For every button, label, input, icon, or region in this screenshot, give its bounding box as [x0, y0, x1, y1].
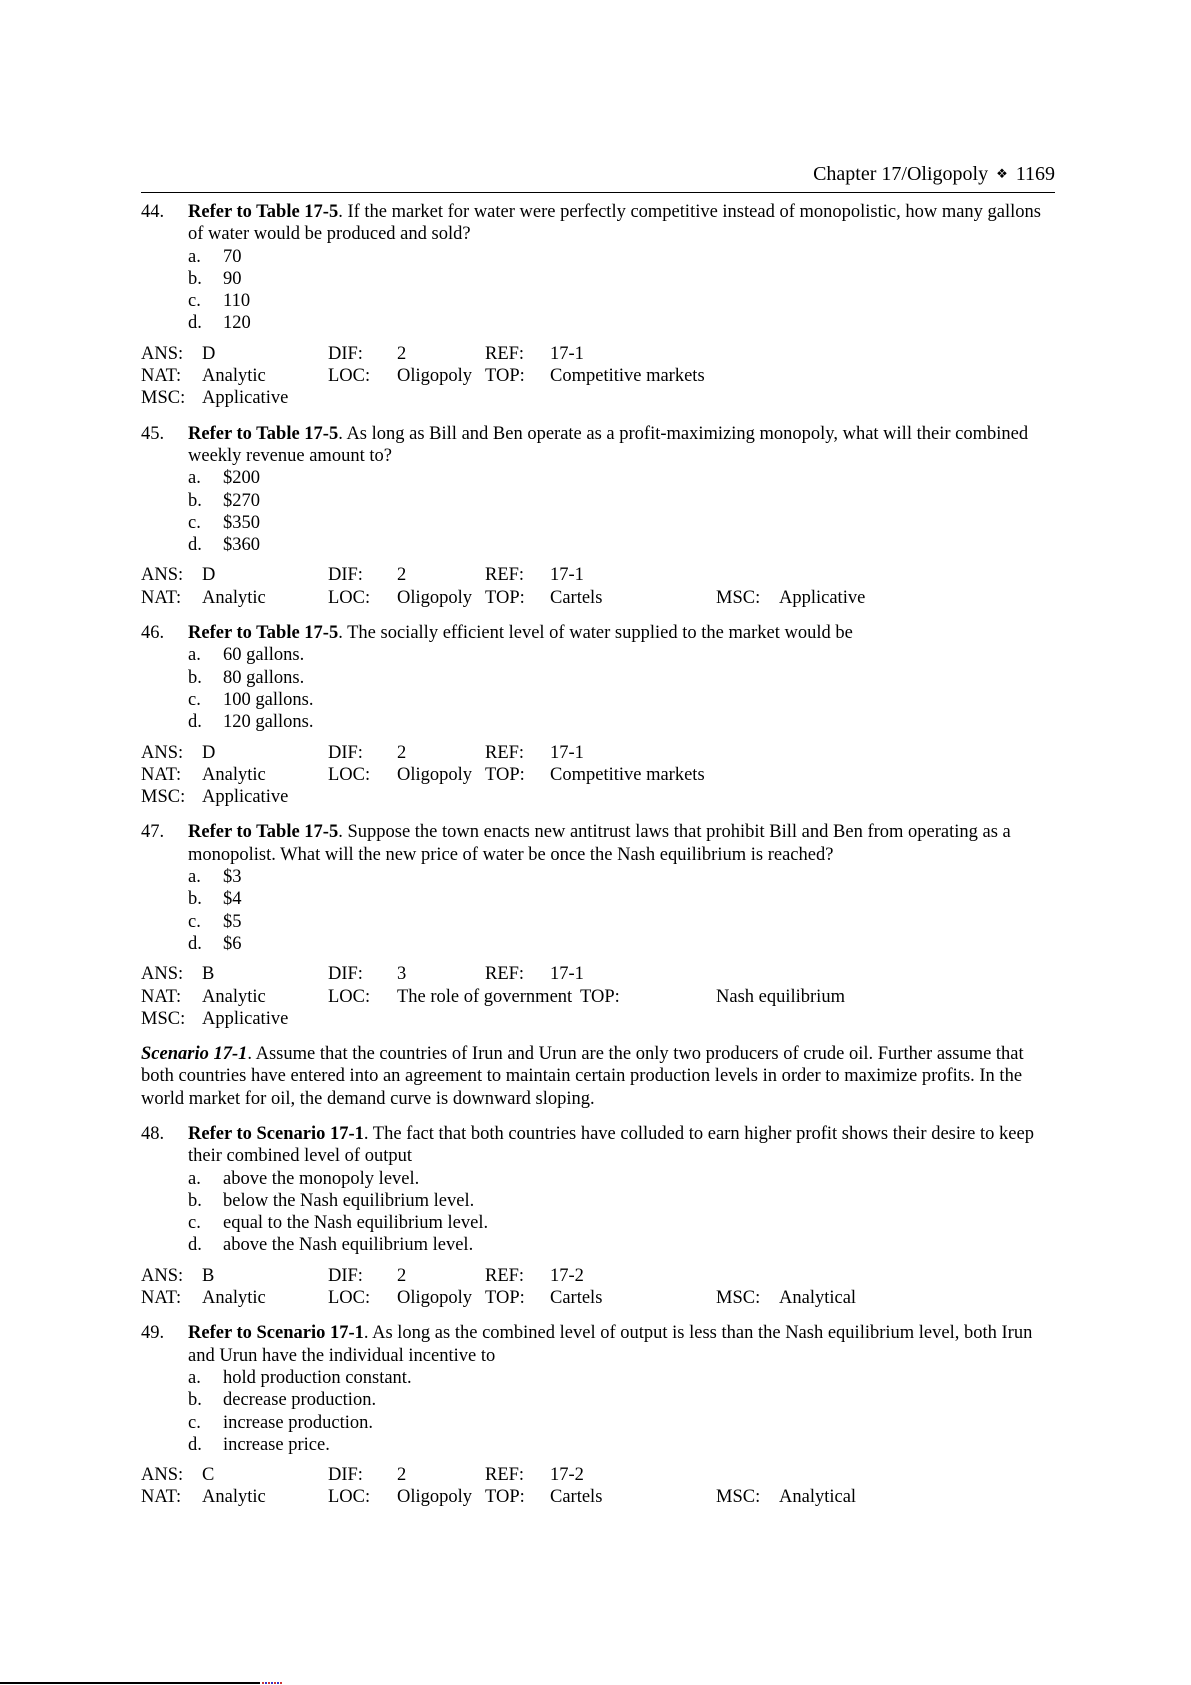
metadata-value: Analytic: [202, 1487, 266, 1508]
metadata-label: ANS:: [141, 742, 184, 763]
answer-option: [188, 711, 1055, 733]
option-text: 60 gallons.: [223, 645, 305, 666]
metadata-value: Analytic: [202, 366, 266, 387]
metadata-label: LOC:: [328, 764, 371, 785]
answer-option: [188, 246, 1055, 268]
metadata-label: DIF:: [328, 343, 363, 364]
option-text: hold production constant.: [223, 1367, 412, 1388]
option-text: $3: [223, 867, 242, 888]
option-text: increase production.: [223, 1412, 373, 1433]
option-letter: a.: [188, 468, 201, 489]
question-reference: Refer to Table 17-5: [188, 202, 339, 222]
question-number: 45.: [141, 423, 165, 444]
option-text: $5: [223, 911, 242, 932]
option-letter: d.: [188, 712, 202, 733]
metadata-label: REF:: [485, 742, 525, 763]
question-stem: [188, 1322, 1055, 1367]
question-metadata: [141, 343, 1055, 410]
metadata-value: Cartels: [550, 1487, 603, 1508]
question-text: . The socially efficient level of water supplied to the market would be: [338, 623, 853, 644]
option-text: $200: [223, 468, 260, 489]
question-reference: Refer to Table 17-5: [188, 423, 339, 444]
answer-option: [188, 1168, 1055, 1190]
metadata-label: NAT:: [141, 587, 182, 608]
metadata-label: TOP:: [485, 366, 525, 387]
metadata-value: 2: [397, 742, 407, 763]
answer-option: [188, 689, 1055, 711]
metadata-value: Analytical: [779, 1288, 857, 1309]
answer-option: [188, 1190, 1055, 1212]
metadata-value: 17-1: [550, 343, 584, 364]
metadata-row: [141, 1287, 1055, 1309]
option-letter: c.: [188, 291, 201, 312]
metadata-label: TOP:: [580, 986, 620, 1007]
metadata-label: REF:: [485, 1465, 525, 1486]
metadata-row: [141, 1464, 1055, 1486]
metadata-label: NAT:: [141, 986, 182, 1007]
question-stem: [188, 622, 1055, 644]
metadata-row: [141, 1008, 1055, 1030]
metadata-value: Analytic: [202, 764, 266, 785]
metadata-row: [141, 365, 1055, 387]
metadata-label: ANS:: [141, 565, 184, 586]
metadata-value: Oligopoly: [397, 587, 473, 608]
answer-option: [188, 1434, 1055, 1456]
answer-option: [188, 933, 1055, 955]
metadata-value: C: [202, 1465, 215, 1486]
metadata-label: ANS:: [141, 343, 184, 364]
question-text: . As long as Bill and Ben operate as a profit-maximizing monopoly, what will their combined weekly revenue amount to?: [188, 423, 1029, 466]
metadata-row: [141, 742, 1055, 764]
question-48: [141, 1123, 1055, 1309]
metadata-row: [141, 343, 1055, 365]
metadata-value: 17-2: [550, 1465, 584, 1486]
question-metadata: [141, 963, 1055, 1030]
metadata-value: 2: [397, 1265, 407, 1286]
option-text: 70: [223, 246, 242, 267]
option-text: decrease production.: [223, 1390, 377, 1411]
answer-option: [188, 667, 1055, 689]
answer-option: [188, 512, 1055, 534]
metadata-value: Cartels: [550, 1288, 603, 1309]
metadata-label: TOP:: [485, 587, 525, 608]
metadata-value: D: [202, 742, 216, 763]
metadata-label: TOP:: [485, 1288, 525, 1309]
metadata-row: [141, 786, 1055, 808]
metadata-value: Oligopoly: [397, 1288, 473, 1309]
option-text: $270: [223, 490, 260, 511]
question-list: [141, 201, 1055, 1522]
answer-option: [188, 1389, 1055, 1411]
option-text: 80 gallons.: [223, 667, 305, 688]
metadata-label: ANS:: [141, 1465, 184, 1486]
option-letter: d.: [188, 933, 202, 954]
option-letter: b.: [188, 667, 202, 688]
metadata-label: NAT:: [141, 1288, 182, 1309]
question-metadata: [141, 1265, 1055, 1310]
option-text: equal to the Nash equilibrium level.: [223, 1213, 489, 1234]
option-text: 120: [223, 313, 251, 334]
footer-rule: [0, 1682, 260, 1684]
metadata-value: 17-1: [550, 565, 584, 586]
answer-option: [188, 644, 1055, 666]
option-text: $350: [223, 512, 260, 533]
question-45: [141, 423, 1055, 609]
metadata-label: TOP:: [485, 764, 525, 785]
metadata-value: Applicative: [202, 1008, 289, 1029]
option-letter: c.: [188, 1213, 201, 1234]
option-letter: c.: [188, 1412, 201, 1433]
answer-option: [188, 888, 1055, 910]
question-reference: Refer to Scenario 17-1: [188, 1123, 364, 1144]
metadata-value: Applicative: [779, 587, 866, 608]
metadata-label: REF:: [485, 565, 525, 586]
metadata-value: Oligopoly: [397, 1487, 473, 1508]
metadata-value: The role of government: [397, 986, 573, 1007]
metadata-value: 2: [397, 1465, 407, 1486]
option-letter: b.: [188, 490, 202, 511]
question-metadata: [141, 564, 1055, 609]
metadata-label: LOC:: [328, 986, 371, 1007]
option-letter: b.: [188, 268, 202, 289]
question-stem: [188, 821, 1055, 866]
option-text: above the monopoly level.: [223, 1168, 420, 1189]
option-letter: c.: [188, 689, 201, 710]
option-letter: a.: [188, 1367, 201, 1388]
question-metadata: [141, 742, 1055, 809]
option-letter: b.: [188, 1190, 202, 1211]
metadata-label: MSC:: [716, 1487, 761, 1508]
question-stem: [188, 1123, 1055, 1168]
header-rule: [141, 192, 1055, 193]
answer-option: [188, 312, 1055, 334]
metadata-label: MSC:: [716, 1288, 761, 1309]
question-number: 47.: [141, 822, 165, 843]
metadata-label: DIF:: [328, 1465, 363, 1486]
option-text: $360: [223, 535, 260, 556]
answer-option: [188, 1234, 1055, 1256]
metadata-label: DIF:: [328, 964, 363, 985]
option-text: $6: [223, 933, 242, 954]
question-stem: [188, 201, 1055, 246]
metadata-label: REF:: [485, 343, 525, 364]
option-letter: d.: [188, 1434, 202, 1455]
option-letter: b.: [188, 889, 202, 910]
question-44: [141, 201, 1055, 410]
metadata-row: [141, 564, 1055, 586]
answer-option: [188, 866, 1055, 888]
answer-option: [188, 1212, 1055, 1234]
option-letter: c.: [188, 512, 201, 533]
metadata-value: Oligopoly: [397, 366, 473, 387]
metadata-label: REF:: [485, 1265, 525, 1286]
option-letter: a.: [188, 246, 201, 267]
metadata-value: 2: [397, 343, 407, 364]
question-reference: Refer to Scenario 17-1: [188, 1323, 364, 1344]
option-letter: d.: [188, 535, 202, 556]
option-text: above the Nash equilibrium level.: [223, 1235, 474, 1256]
footer-artifact: [262, 1682, 282, 1684]
answer-option: [188, 268, 1055, 290]
metadata-value: Cartels: [550, 587, 603, 608]
option-letter: a.: [188, 867, 201, 888]
metadata-label: MSC:: [141, 787, 186, 808]
answer-option: [188, 290, 1055, 312]
option-letter: a.: [188, 645, 201, 666]
option-text: below the Nash equilibrium level.: [223, 1190, 475, 1211]
metadata-label: ANS:: [141, 1265, 184, 1286]
metadata-row: [141, 1486, 1055, 1508]
metadata-row: [141, 1265, 1055, 1287]
metadata-row: [141, 963, 1055, 985]
option-text: 120 gallons.: [223, 712, 314, 733]
metadata-value: Analytical: [779, 1487, 857, 1508]
option-text: 110: [223, 291, 251, 312]
metadata-row: [141, 387, 1055, 409]
question-number: 44.: [141, 202, 165, 222]
question-number: 46.: [141, 623, 165, 644]
option-text: $4: [223, 889, 242, 910]
metadata-value: Nash equilibrium: [716, 986, 845, 1007]
metadata-value: Applicative: [202, 787, 289, 808]
metadata-label: MSC:: [141, 388, 186, 409]
question-text: . The fact that both countries have colluded to earn higher profit shows their desire to keep their combined level of output: [188, 1123, 1034, 1167]
metadata-value: Competitive markets: [550, 764, 705, 785]
metadata-value: B: [202, 1265, 215, 1286]
question-text: . As long as the combined level of output is less than the Nash equilibrium level, both Irun and Urun have the individual incentive to: [188, 1323, 1033, 1366]
question-47: [141, 821, 1055, 1030]
metadata-label: ANS:: [141, 964, 184, 985]
metadata-value: Applicative: [202, 388, 289, 409]
metadata-value: B: [202, 964, 215, 985]
metadata-value: 17-1: [550, 742, 584, 763]
scenario-label: Scenario 17-1: [141, 1044, 248, 1065]
scenario-text: . Assume that the countries of Irun and Urun are the only two producers of crude oil. Further assume that both countries have entered into an agreement to maintain certain production levels in order to maximize profits. In the world market for oil, the demand curve is downward sloping.: [141, 1044, 1024, 1109]
page-number: 1169: [1015, 163, 1055, 185]
option-letter: c.: [188, 911, 201, 932]
question-text: . Suppose the town enacts new antitrust laws that prohibit Bill and Ben from operating as a monopolist. What will the new price of water be once the Nash equilibrium is reached?: [188, 822, 1011, 865]
metadata-value: Oligopoly: [397, 764, 473, 785]
metadata-label: LOC:: [328, 1288, 371, 1309]
metadata-label: NAT:: [141, 764, 182, 785]
answer-option: [188, 911, 1055, 933]
option-letter: a.: [188, 1168, 201, 1189]
metadata-value: 2: [397, 565, 407, 586]
answer-option: [188, 534, 1055, 556]
metadata-label: DIF:: [328, 1265, 363, 1286]
question-reference: Refer to Table 17-5: [188, 623, 339, 644]
question-stem: [188, 423, 1055, 468]
chapter-title: Chapter 17/Oligopoly: [813, 163, 989, 185]
metadata-value: Competitive markets: [550, 366, 705, 387]
option-text: 100 gallons.: [223, 689, 314, 710]
metadata-label: REF:: [485, 964, 525, 985]
metadata-row: [141, 986, 1055, 1008]
metadata-value: 17-1: [550, 964, 584, 985]
option-letter: b.: [188, 1390, 202, 1411]
answer-option: [188, 1367, 1055, 1389]
option-text: 90: [223, 268, 242, 289]
metadata-label: MSC:: [141, 1008, 186, 1029]
metadata-label: NAT:: [141, 1487, 182, 1508]
question-number: 48.: [141, 1123, 165, 1144]
metadata-value: 17-2: [550, 1265, 584, 1286]
metadata-label: DIF:: [328, 565, 363, 586]
metadata-value: D: [202, 565, 216, 586]
metadata-value: D: [202, 343, 216, 364]
answer-option: [188, 490, 1055, 512]
option-text: increase price.: [223, 1434, 330, 1455]
metadata-value: Analytic: [202, 986, 266, 1007]
answer-option: [188, 1412, 1055, 1434]
ornament-icon: ❖: [996, 166, 1008, 181]
option-letter: d.: [188, 1235, 202, 1256]
metadata-value: Analytic: [202, 587, 266, 608]
question-46: [141, 622, 1055, 808]
metadata-label: LOC:: [328, 1487, 371, 1508]
scenario-paragraph: [141, 1043, 1055, 1110]
question-text: . If the market for water were perfectly competitive instead of monopolistic, how many gallons of water would be produced and sold?: [188, 202, 1041, 245]
question-number: 49.: [141, 1323, 165, 1344]
metadata-label: MSC:: [716, 587, 761, 608]
metadata-row: [141, 764, 1055, 786]
metadata-label: NAT:: [141, 366, 182, 387]
question-reference: Refer to Table 17-5: [188, 822, 339, 843]
option-letter: d.: [188, 313, 202, 334]
metadata-label: TOP:: [485, 1487, 525, 1508]
metadata-value: Analytic: [202, 1288, 266, 1309]
question-49: [141, 1322, 1055, 1508]
running-header: [141, 162, 1055, 188]
metadata-value: 3: [397, 964, 407, 985]
metadata-label: LOC:: [328, 587, 371, 608]
answer-option: [188, 467, 1055, 489]
question-metadata: [141, 1464, 1055, 1509]
metadata-label: DIF:: [328, 742, 363, 763]
metadata-label: LOC:: [328, 366, 371, 387]
metadata-row: [141, 587, 1055, 609]
